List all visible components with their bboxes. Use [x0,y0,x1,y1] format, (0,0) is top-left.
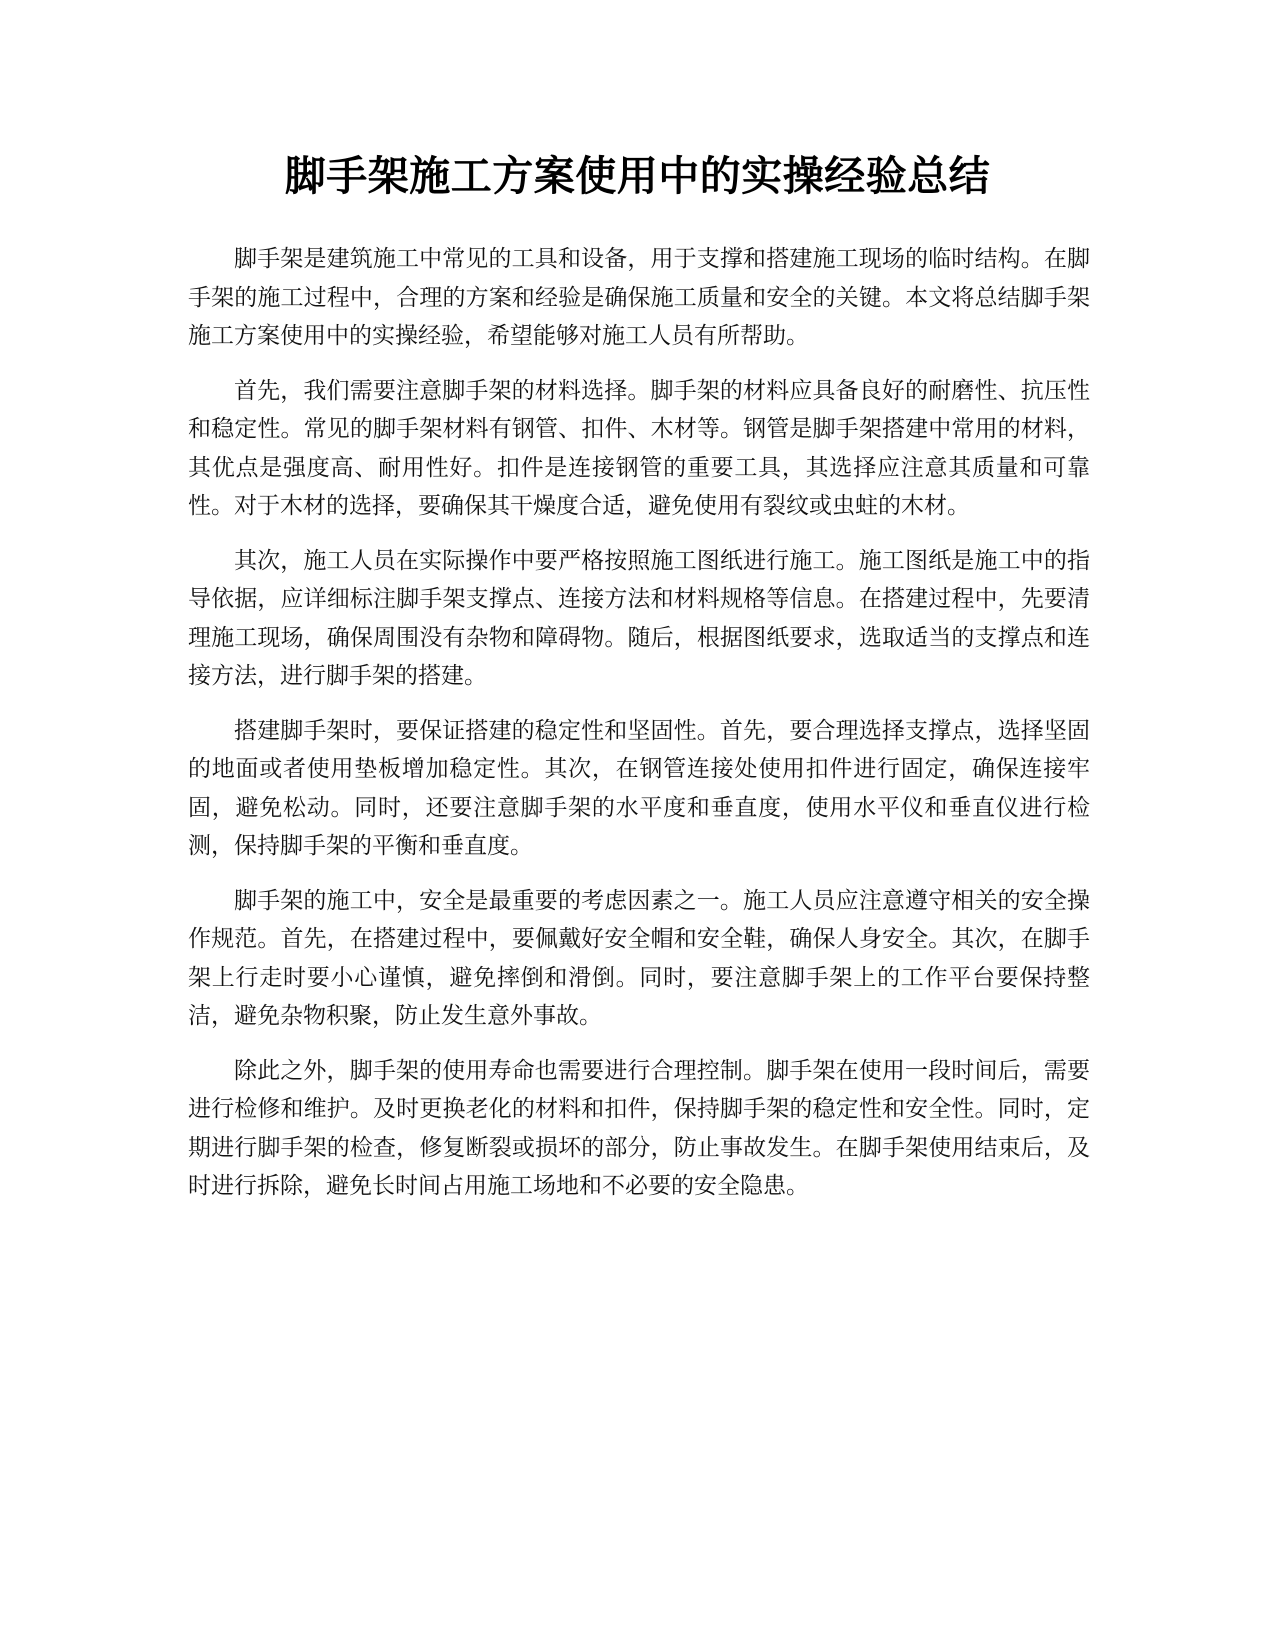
paragraph-maintenance: 除此之外，脚手架的使用寿命也需要进行合理控制。脚手架在使用一段时间后，需要进行检修和维护。及时更换老化的材料和扣件，保持脚手架的稳定性和安全性。同时，定期进行脚手架的检查，修复断裂或损坏的部分，防止事故发生。在脚手架使用结束后，及时进行拆除，避免长时间占用施工场地和不必要的安全隐患。 [188,1057,1090,1199]
paragraph-materials: 首先，我们需要注意脚手架的材料选择。脚手架的材料应具备良好的耐磨性、抗压性和稳定性。常见的脚手架材料有钢管、扣件、木材等。钢管是脚手架搭建中常用的材料，其优点是强度高、耐用性好。扣件是连接钢管的重要工具，其选择应注意其质量和可靠性。对于木材的选择，要确保其干燥度合适，避免使用有裂纹或虫蛀的木材。 [188,377,1090,519]
document-body [188,240,1090,1222]
paragraph-drawings: 其次，施工人员在实际操作中要严格按照施工图纸进行施工。施工图纸是施工中的指导依据，应详细标注脚手架支撑点、连接方法和材料规格等信息。在搭建过程中，先要清理施工现场，确保周围没有杂物和障碍物。随后，根据图纸要求，选取适当的支撑点和连接方法，进行脚手架的搭建。 [188,547,1090,689]
page-title: 脚手架施工方案使用中的实操经验总结 [284,152,991,200]
paragraph-safety: 脚手架的施工中，安全是最重要的考虑因素之一。施工人员应注意遵守相关的安全操作规范。首先，在搭建过程中，要佩戴好安全帽和安全鞋，确保人身安全。其次，在脚手架上行走时要小心谨慎，避免摔倒和滑倒。同时，要注意脚手架上的工作平台要保持整洁，避免杂物积聚，防止发生意外事故。 [188,887,1090,1029]
paragraph-intro: 脚手架是建筑施工中常见的工具和设备，用于支撑和搭建施工现场的临时结构。在脚手架的施工过程中，合理的方案和经验是确保施工质量和安全的关键。本文将总结脚手架施工方案使用中的实操经验，希望能够对施工人员有所帮助。 [188,246,1090,349]
paragraph-stability: 搭建脚手架时，要保证搭建的稳定性和坚固性。首先，要合理选择支撑点，选择坚固的地面或者使用垫板增加稳定性。其次，在钢管连接处使用扣件进行固定，确保连接牢固，避免松动。同时，还要注意脚手架的水平度和垂直度，使用水平仪和垂直仪进行检测，保持脚手架的平衡和垂直度。 [188,717,1090,859]
